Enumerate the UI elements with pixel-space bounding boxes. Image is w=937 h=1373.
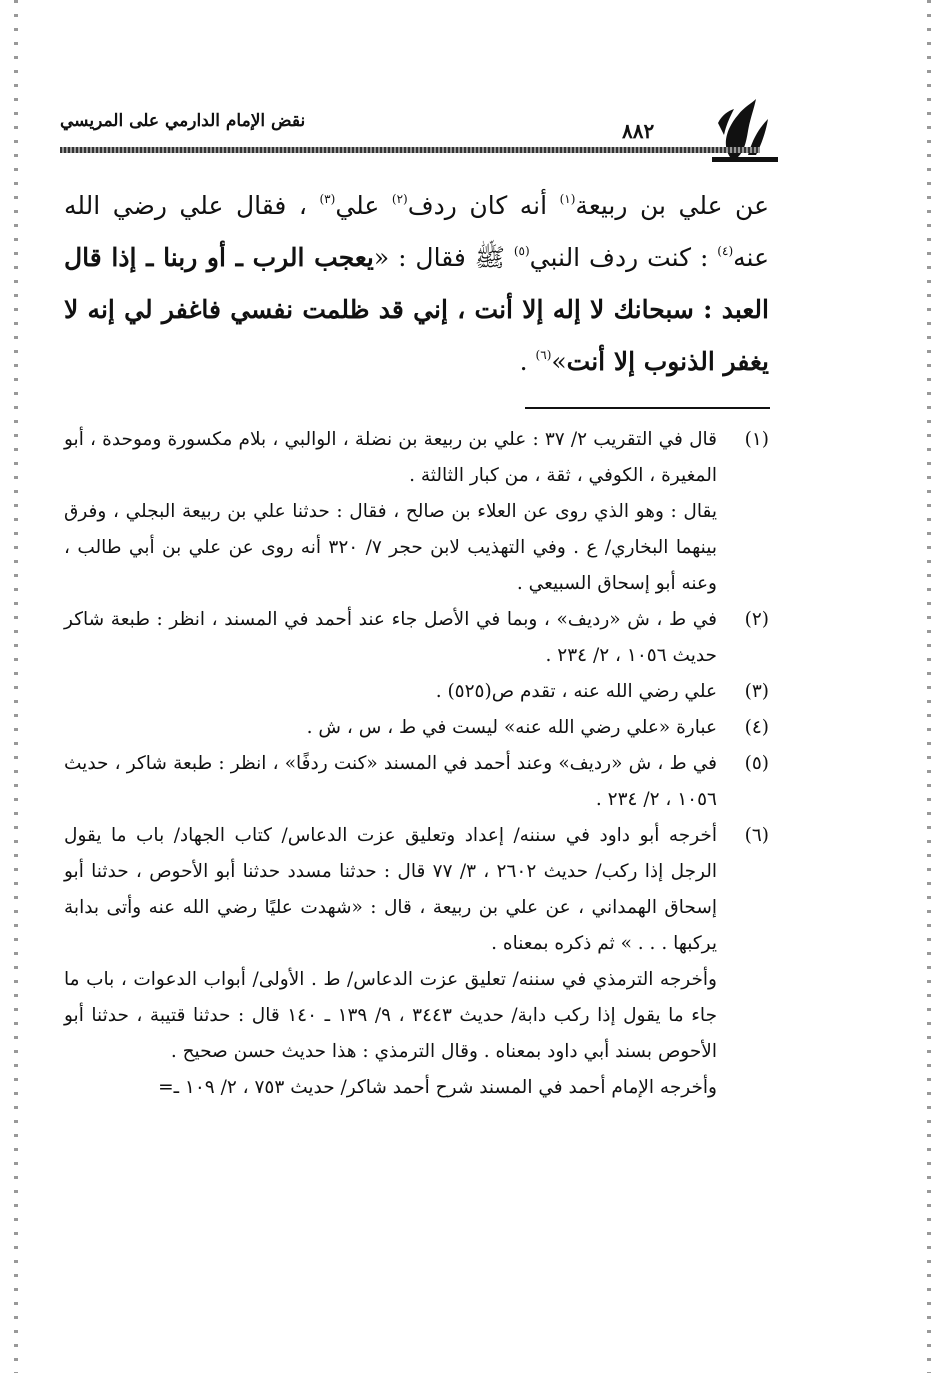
footnote-body bbox=[64, 422, 717, 602]
footnote bbox=[64, 746, 769, 818]
footnote-number: (٦) bbox=[744, 825, 769, 846]
footnote bbox=[64, 818, 769, 1106]
footnote-paragraph: علي رضي الله عنه ، تقدم ص(٥٢٥) . bbox=[435, 681, 717, 702]
footnote-ref: (٢) bbox=[391, 192, 408, 206]
footnote-ref: (٦) bbox=[535, 348, 552, 362]
footnote bbox=[64, 674, 769, 710]
footnote-ref: (٥) bbox=[513, 244, 530, 258]
footnote-paragraph: يقال : وهو الذي روى عن العلاء بن صالح ، فقال : حدثنا علي بن ربيعة البجلي ، وفرق بينهما البخاري/ ع . وفي التهذيب لابن حجر ٧/ ٣٢٠ أنه روى عن علي بن أبي طالب ، وعنه أبو إسحاق السبيعي . bbox=[64, 501, 717, 594]
calligraphy-pen-icon bbox=[708, 95, 780, 167]
footnote-ref: (٣) bbox=[319, 192, 336, 206]
page-header bbox=[60, 95, 780, 175]
footnote-paragraph: في ط ، ش «رديف» وعند أحمد في المسند «كنت ردفًا» ، انظر : طبعة شاكر ، حديث ١٠٥٦ ، ٢/ ٢٣٤ . bbox=[64, 753, 717, 810]
footnote bbox=[64, 710, 769, 746]
main-text-segment: ﷺ فقال : « bbox=[373, 243, 514, 272]
footnote-paragraph: وأخرجه الترمذي في سننه/ تعليق عزت الدعاس/ ط . الأولى/ أبواب الدعوات ، باب ما جاء ما يقول إذا ركب دابة/ حديث ٣٤٤٣ ، ٩/ ١٣٩ ـ ١٤٠ قال : حدثنا قتيبة ، حدثنا أبو الأحوص بسند أبي داود بمعناه . وقال الترمذي : هذا حديث حسن صحيح . bbox=[64, 969, 718, 1062]
footnote-number: (١) bbox=[744, 429, 769, 450]
footnote bbox=[64, 602, 769, 674]
footnote-body bbox=[64, 710, 717, 746]
main-text-segment: . bbox=[519, 347, 536, 376]
footnote-paragraph: عبارة «علي رضي الله عنه» ليست في ط ، س ، ش . bbox=[306, 717, 717, 738]
footnote-body bbox=[64, 746, 717, 818]
footnote-body bbox=[64, 818, 717, 1106]
page-edge-dots-left bbox=[14, 0, 18, 1373]
page-number: ٨٨٢ bbox=[622, 119, 655, 143]
footnote-paragraph: أخرجه أبو داود في سننه/ إعداد وتعليق عزت الدعاس/ كتاب الجهاد/ باب ما يقول الرجل إذا ركب/ حديث ٢٦٠٢ ، ٣/ ٧٧ قال : حدثنا مسدد حدثنا أبو الأحوص ، حدثنا أبو إسحاق الهمداني ، عن علي بن ربيعة ، قال : «شهدت عليًا رضي الله عنه وأتى بدابة يركبها . . . » ثم ذكره بمعناه . bbox=[64, 825, 717, 954]
header-rule bbox=[60, 147, 760, 153]
footnotes bbox=[64, 422, 769, 1106]
footnote-body bbox=[64, 602, 717, 674]
footnote-separator bbox=[525, 407, 770, 409]
main-text-segment: عن علي بن ربيعة bbox=[575, 191, 769, 220]
footnote-number: (٥) bbox=[744, 753, 769, 774]
footnote-ref: (٤) bbox=[717, 244, 734, 258]
footnote-body bbox=[64, 674, 717, 710]
running-title: نقض الإمام الدارمي على المريسي bbox=[60, 111, 306, 131]
main-text-segment: : كنت ردف النبي bbox=[529, 243, 718, 272]
main-text-segment: أنه كان ردف bbox=[407, 191, 560, 220]
footnote-ref: (١) bbox=[559, 192, 576, 206]
footnote-number: (٣) bbox=[744, 681, 769, 702]
footnote-number: (٢) bbox=[744, 609, 769, 630]
page-edge-dots-right bbox=[927, 0, 931, 1373]
main-text-segment: » bbox=[551, 347, 567, 376]
footnote-paragraph: قال في التقريب ٢/ ٣٧ : علي بن ربيعة بن نضلة ، الوالبي ، بلام مكسورة وموحدة ، أبو المغيرة ، الكوفي ، ثقة ، من كبار الثالثة . bbox=[64, 429, 717, 486]
main-text bbox=[64, 180, 769, 388]
footnote-number: (٤) bbox=[744, 717, 769, 738]
main-text-segment: علي bbox=[335, 191, 392, 220]
footnote-paragraph: في ط ، ش «رديف» ، وبما في الأصل جاء عند أحمد في المسند ، انظر : طبعة شاكر حديث ١٠٥٦ ، ٢/ ٢٣٤ . bbox=[64, 609, 717, 666]
hadith-text: يعجب الرب ـ أو ربنا ـ إذا قال العبد : سبحانك لا إله إلا أنت ، إني قد ظلمت نفسي فاغفر لي إنه لا يغفر الذنوب إلا أنت bbox=[64, 243, 769, 376]
footnote bbox=[64, 422, 769, 602]
footnote-paragraph: وأخرجه الإمام أحمد في المسند شرح أحمد شاكر/ حديث ٧٥٣ ، ٢/ ١٠٩ ـ= bbox=[158, 1077, 717, 1098]
main-text-segment: ، فقال علي رضي الله عنه bbox=[64, 191, 769, 272]
